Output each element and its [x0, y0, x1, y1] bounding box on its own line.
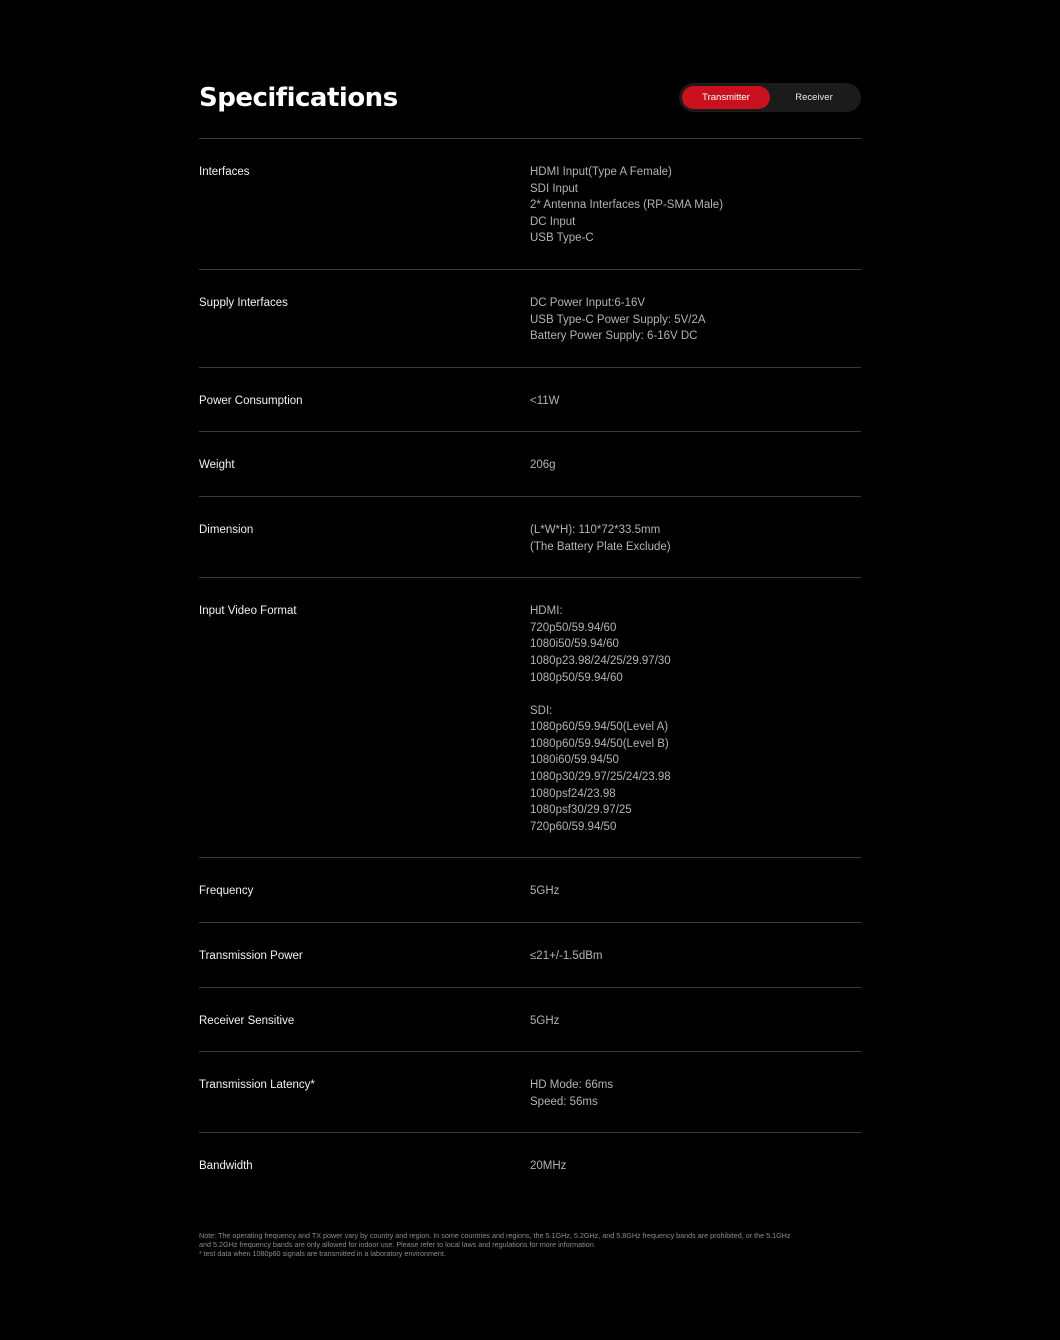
spec-values — [530, 1158, 861, 1175]
spec-value-spacer — [530, 686, 861, 703]
spec-label: Bandwidth — [199, 1160, 253, 1173]
receiver-tab[interactable]: Receiver — [770, 86, 858, 109]
spec-value: 5GHz — [530, 885, 560, 898]
spec-value: 720p60/59.94/50 — [530, 820, 617, 833]
spec-value: DC Power Input:6-16V — [530, 296, 646, 309]
footnote-line: and 5.2GHz frequency bands are only allowed for indoor use. Please refer to local laws and regulations for more information. — [199, 1239, 596, 1249]
spec-value: DC Input — [530, 215, 576, 228]
spec-value: USB Type-C Power Supply: 5V/2A — [530, 313, 706, 326]
spec-row — [199, 922, 861, 987]
spec-label: Power Consumption — [199, 394, 303, 407]
spec-value: 1080psf30/29.97/25 — [530, 804, 632, 817]
spec-value: USB Type-C — [530, 232, 594, 245]
spec-row — [199, 367, 861, 432]
spec-value: HD Mode: 66ms — [530, 1079, 614, 1092]
spec-label: Transmission Power — [199, 950, 303, 963]
spec-value: Speed: 56ms — [530, 1095, 598, 1108]
specs-header — [199, 80, 861, 116]
spec-value: HDMI Input(Type A Female) — [530, 166, 672, 178]
spec-value: ≤21+/-1.5dBm — [530, 950, 603, 963]
spec-row — [199, 1051, 861, 1132]
spec-value: 1080p50/59.94/60 — [530, 671, 623, 684]
spec-value: 1080p23.98/24/25/29.97/30 — [530, 654, 671, 667]
spec-values — [530, 883, 861, 900]
spec-value: (The Battery Plate Exclude) — [530, 540, 671, 553]
spec-value: <11W — [530, 394, 560, 407]
spec-value: 206g — [530, 459, 556, 472]
spec-values — [530, 522, 861, 555]
spec-value: 5GHz — [530, 1014, 560, 1027]
footnote-line: * test data when 1080p60 signals are transmitted in a laboratory environment. — [199, 1248, 446, 1258]
spec-row — [199, 138, 861, 269]
spec-value: 1080p60/59.94/50(Level A) — [530, 721, 669, 734]
spec-row — [199, 269, 861, 367]
spec-values — [530, 948, 861, 965]
spec-label: Weight — [199, 459, 235, 472]
spec-value: 720p50/59.94/60 — [530, 621, 617, 634]
device-toggle — [679, 83, 861, 112]
spec-label: Supply Interfaces — [199, 296, 288, 309]
spec-value: (L*W*H): 110*72*33.5mm — [530, 523, 661, 536]
spec-value: SDI: — [530, 704, 553, 717]
footnote-line: Note: The operating frequency and TX power vary by country and region. In some countries and regions, the 5.1GHz, 5.2GHz, and 5.8GHz frequency bands are prohibited, or the 5.1GHz — [199, 1231, 791, 1240]
spec-row — [199, 1132, 861, 1197]
spec-values — [530, 603, 861, 835]
page-title: Specifications — [199, 83, 398, 113]
spec-label: Frequency — [199, 885, 254, 898]
spec-row — [199, 857, 861, 922]
spec-row — [199, 577, 861, 857]
spec-value: Battery Power Supply: 6-16V DC — [530, 330, 698, 343]
spec-label: Input Video Format — [199, 605, 297, 618]
spec-value: SDI Input — [530, 182, 578, 195]
spec-value: 1080p60/59.94/50(Level B) — [530, 737, 669, 750]
spec-values — [530, 393, 861, 410]
spec-value: 1080i60/59.94/50 — [530, 754, 619, 767]
spec-label: Dimension — [199, 523, 254, 536]
spec-label: Receiver Sensitive — [199, 1014, 295, 1027]
spec-value: 20MHz — [530, 1160, 567, 1173]
spec-label: Interfaces — [199, 166, 250, 178]
spec-table — [199, 138, 861, 1197]
spec-values — [530, 295, 861, 345]
spec-label: Transmission Latency* — [199, 1079, 315, 1092]
spec-value: HDMI: — [530, 605, 563, 618]
spec-values — [530, 1077, 861, 1110]
spec-values — [530, 1013, 861, 1030]
spec-values — [530, 164, 861, 247]
spec-value: 1080p30/29.97/25/24/23.98 — [530, 771, 671, 784]
spec-value: 1080i50/59.94/60 — [530, 638, 619, 651]
spec-values — [530, 457, 861, 474]
spec-value: 1080psf24/23.98 — [530, 787, 616, 800]
footnote — [199, 1232, 861, 1258]
spec-row — [199, 431, 861, 496]
transmitter-tab[interactable]: Transmitter — [682, 86, 770, 109]
spec-value: 2* Antenna Interfaces (RP-SMA Male) — [530, 199, 724, 212]
spec-row — [199, 987, 861, 1052]
spec-row — [199, 496, 861, 577]
